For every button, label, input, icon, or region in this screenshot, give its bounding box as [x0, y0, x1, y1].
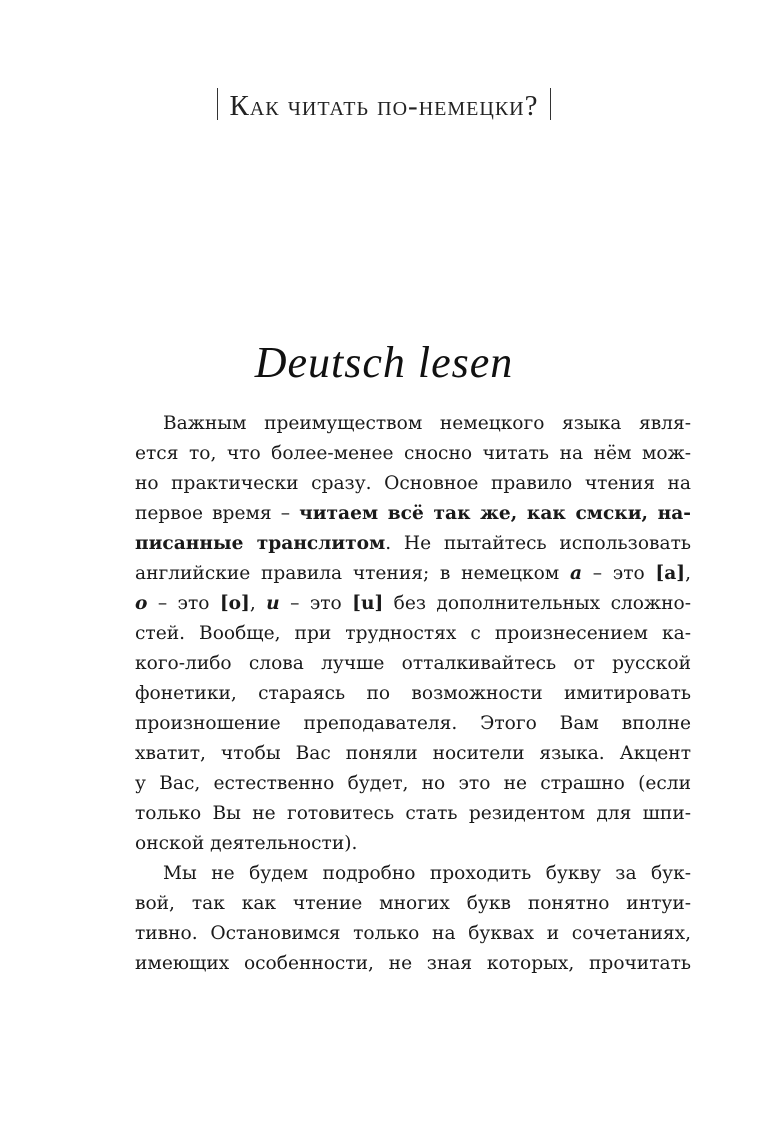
- text-line: хватит, чтобы Вас поняли носители языка. Акцент: [135, 743, 691, 764]
- right-divider: [550, 88, 551, 120]
- text-line: Мы не будем подробно проходить букву за бук-: [163, 863, 691, 884]
- text-line: онской деятельности).: [135, 833, 358, 854]
- text-line: английские правила чтения; в немецком a – это [a],: [135, 563, 691, 584]
- text-line: но практически сразу. Основное правило чтения на: [135, 473, 691, 494]
- text-line: тивно. Остановимся только на буквах и сочетаниях,: [135, 923, 691, 944]
- letter-example: o: [135, 593, 148, 614]
- letter-example: a: [569, 563, 583, 584]
- text-line: у Вас, естественно будет, но это не страшно (если: [135, 773, 691, 794]
- text-line: ется то, что более-менее сносно читать на нём мож-: [135, 443, 691, 464]
- bold-phrase: писанные транслитом: [135, 533, 386, 554]
- pronunciation: [u]: [352, 593, 384, 614]
- running-head-text: Как читать по-немецки?: [229, 90, 539, 122]
- text-line: только Вы не готовитесь стать резидентом для шпи-: [135, 803, 691, 824]
- body-text: [135, 409, 691, 979]
- text-line: фонетики, стараясь по возможности имитировать: [135, 683, 691, 704]
- text-line: произношение преподавателя. Этого Вам вполне: [135, 713, 691, 734]
- left-divider: [217, 88, 218, 120]
- letter-example: u: [266, 593, 280, 614]
- running-head: [0, 88, 768, 123]
- text-line: кого-либо слова лучше отталкивайтесь от русской: [135, 653, 691, 674]
- text-line: имеющих особенности, не зная которых, прочитать: [135, 953, 691, 974]
- text-line: первое время – читаем всё так же, как смски, на-: [135, 503, 691, 524]
- section-title: Deutsch lesen: [254, 338, 514, 387]
- text-line: Важным преимуществом немецкого языка явля-: [163, 413, 691, 434]
- text-line: o – это [o], u – это [u] без дополнительных сложно-: [135, 593, 691, 614]
- pronunciation: [a]: [655, 563, 686, 584]
- bold-phrase: читаем всё так же, как смски, на-: [299, 503, 691, 524]
- pronunciation: [o]: [219, 593, 250, 614]
- text-line: стей. Вообще, при трудностях с произнесением ка-: [135, 623, 691, 644]
- text-line: писанные транслитом. Не пытайтесь использовать: [135, 533, 691, 554]
- text-line: вой, так как чтение многих букв понятно интуи-: [135, 893, 691, 914]
